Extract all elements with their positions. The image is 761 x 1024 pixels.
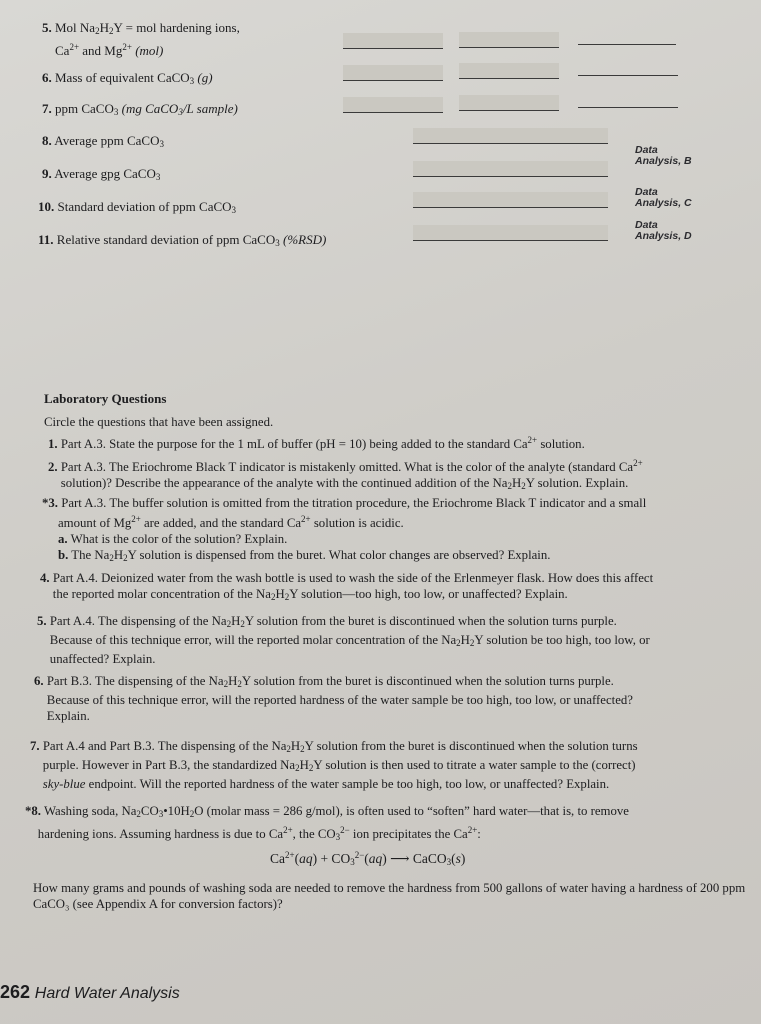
blank-line bbox=[413, 207, 608, 208]
question-number: 7. bbox=[30, 739, 40, 753]
question-8 bbox=[25, 803, 755, 845]
row-ppm-caco3 bbox=[42, 101, 238, 117]
blank-line bbox=[413, 240, 608, 241]
lab-questions-heading: Laboratory Questions bbox=[44, 391, 167, 406]
answer-field-trial-2[interactable] bbox=[459, 32, 559, 48]
row-std-deviation bbox=[38, 199, 236, 215]
question-7 bbox=[30, 738, 755, 792]
question-number: 2. bbox=[48, 460, 58, 474]
answer-field-trial-3[interactable] bbox=[578, 107, 678, 108]
question-number: 5. bbox=[37, 614, 47, 628]
answer-field-trial-1[interactable] bbox=[343, 97, 443, 113]
precipitation-equation: $Ca^{2+}(aq) + CO_3^{2-}(aq)$ ⟶ CaCO$_3$(s) bbox=[270, 850, 466, 867]
lab-instruction: Circle the questions that have been assigned. bbox=[44, 415, 274, 429]
answer-field-average-ppm[interactable] bbox=[413, 128, 608, 144]
question-2 bbox=[48, 455, 748, 494]
row-label: ppm CaCO$_3$ (mg CaCO$_3$/L sample) bbox=[55, 101, 238, 117]
row-mol-na2h2y bbox=[42, 20, 240, 59]
row-number: 11. bbox=[38, 232, 54, 247]
answer-field-rsd[interactable] bbox=[413, 225, 608, 241]
question-number: *8. bbox=[25, 804, 41, 818]
side-label-data-analysis-d: Data Analysis, D bbox=[635, 219, 692, 242]
question-1 bbox=[48, 432, 748, 452]
blank-line bbox=[343, 112, 443, 113]
row-label: Relative standard deviation of ppm CaCO$_3$ (%RSD) bbox=[56, 232, 327, 248]
blank-line bbox=[459, 78, 559, 79]
question-5 bbox=[37, 613, 737, 667]
row-label: Average ppm CaCO$_3$ bbox=[54, 133, 164, 149]
question-6 bbox=[34, 673, 759, 724]
row-number: 7. bbox=[42, 101, 52, 116]
row-number: 9. bbox=[42, 166, 52, 181]
blank-line bbox=[343, 80, 443, 81]
question-number: 1. bbox=[48, 437, 58, 451]
question-4 bbox=[40, 570, 740, 605]
question-text: Part A.3. The Eriochrome Black T indicator is mistakenly omitted. What is the color of the analyte (standard $Ca^{2+}$ solution)? Describe the appearance of the analyte with the continued addition of the $Na_2H_2Y$ solution. Explain. bbox=[48, 458, 643, 491]
answer-field-trial-3[interactable] bbox=[578, 44, 676, 45]
row-label: Mol $Na_2H_2Y$ = mol hardening ions, $Ca^{2+}$ and $Mg^{2+}$ (mol) bbox=[42, 20, 240, 58]
answer-field-trial-2[interactable] bbox=[459, 63, 559, 79]
blank-line bbox=[459, 47, 559, 48]
question-text: Washing soda, $Na_2CO_3•10H_2O$ (molar mass = 286 g/mol), is often used to “soften” hard water—that is, to remove hardening ions. Assuming hardness is due to $Ca^{2+}$, the $CO_3^{2-}$ ion precipitates the $Ca^{2+}$: bbox=[25, 804, 629, 842]
question-text: Part B.3. The dispensing of the $Na_2H_2Y$ solution from the buret is discontinued when the solution turns purple. Because of this technique error, will the reported hardness of the water sample be too high, too low, or unaffected? Explain. bbox=[34, 674, 633, 723]
question-number: *3. bbox=[42, 496, 58, 510]
question-8-followup: How many grams and pounds of washing soda are needed to remove the hardness from 500 gallons of water having a hardness of 200 ppm CaCO₃ (see Appendix A for conversion factors)? bbox=[33, 881, 746, 911]
blank-line bbox=[413, 176, 608, 177]
question-text: Part A.3. The buffer solution is omitted from the titration procedure, the Eriochrome Black T indicator and a small amount of $Mg^{2+}$ are added, and the standard $Ca^{2+}$ solution is acidic. a. What is the color of the solution? Explain. b. The $Na_2H_2Y$ solution is dispensed from the buret. What color changes are observed? Explain. bbox=[42, 496, 647, 563]
row-number: 10. bbox=[38, 199, 55, 214]
answer-field-trial-1[interactable] bbox=[343, 33, 443, 49]
blank-line bbox=[343, 48, 443, 49]
row-label: Average gpg CaCO$_3$ bbox=[54, 166, 161, 182]
question-text: Part A.4 and Part B.3. The dispensing of the $Na_2H_2Y$ solution from the buret is discontinued when the solution turns purple. However in Part B.3, the standardized $Na_2H_2Y$ solution is then used to titrate a water sample to the (correct) sky-blue endpoint. Will the reported hardness of the water sample be too high, too low, or unaffected? Explain. bbox=[30, 739, 638, 791]
question-text: Part A.3. State the purpose for the 1 mL of buffer (pH = 10) being added to the standard $Ca^{2+}$ solution. bbox=[60, 435, 585, 451]
row-label: Standard deviation of ppm CaCO$_3$ bbox=[57, 199, 237, 215]
question-text: Part A.4. The dispensing of the $Na_2H_2Y$ solution from the buret is discontinued when the solution turns purple. Because of this technique error, will the reported molar concentration of the $Na_2H_2Y$ solution be too high, too low, or unaffected? Explain. bbox=[37, 614, 650, 666]
row-rsd bbox=[38, 232, 326, 248]
side-label-data-analysis-b: Data Analysis, B bbox=[635, 144, 692, 167]
answer-field-trial-3[interactable] bbox=[578, 75, 678, 76]
answer-field-average-gpg[interactable] bbox=[413, 161, 608, 177]
question-number: 6. bbox=[34, 674, 44, 688]
page-footer bbox=[0, 982, 180, 1003]
row-average-ppm bbox=[42, 133, 164, 149]
blank-line bbox=[413, 143, 608, 144]
row-number: 5. bbox=[42, 20, 52, 35]
row-number: 8. bbox=[42, 133, 52, 148]
row-label: Mass of equivalent CaCO$_3$ (g) bbox=[55, 70, 213, 86]
side-label-data-analysis-c: Data Analysis, C bbox=[635, 186, 692, 209]
answer-field-std-dev[interactable] bbox=[413, 192, 608, 208]
page-number: 262 bbox=[0, 982, 31, 1002]
row-mass-caco3 bbox=[42, 70, 213, 86]
question-text: Part A.4. Deionized water from the wash bottle is used to wash the side of the Erlenmeyer flask. How does this affect the reported molar concentration of the $Na_2H_2Y$ solution—too high, too low, or unaffected? Explain. bbox=[40, 571, 654, 602]
blank-line bbox=[459, 110, 559, 111]
row-average-gpg bbox=[42, 166, 160, 182]
question-number: 4. bbox=[40, 571, 50, 585]
chapter-title: Hard Water Analysis bbox=[34, 985, 180, 1002]
row-number: 6. bbox=[42, 70, 52, 85]
answer-field-trial-2[interactable] bbox=[459, 95, 559, 111]
answer-field-trial-1[interactable] bbox=[343, 65, 443, 81]
question-3 bbox=[42, 495, 742, 566]
